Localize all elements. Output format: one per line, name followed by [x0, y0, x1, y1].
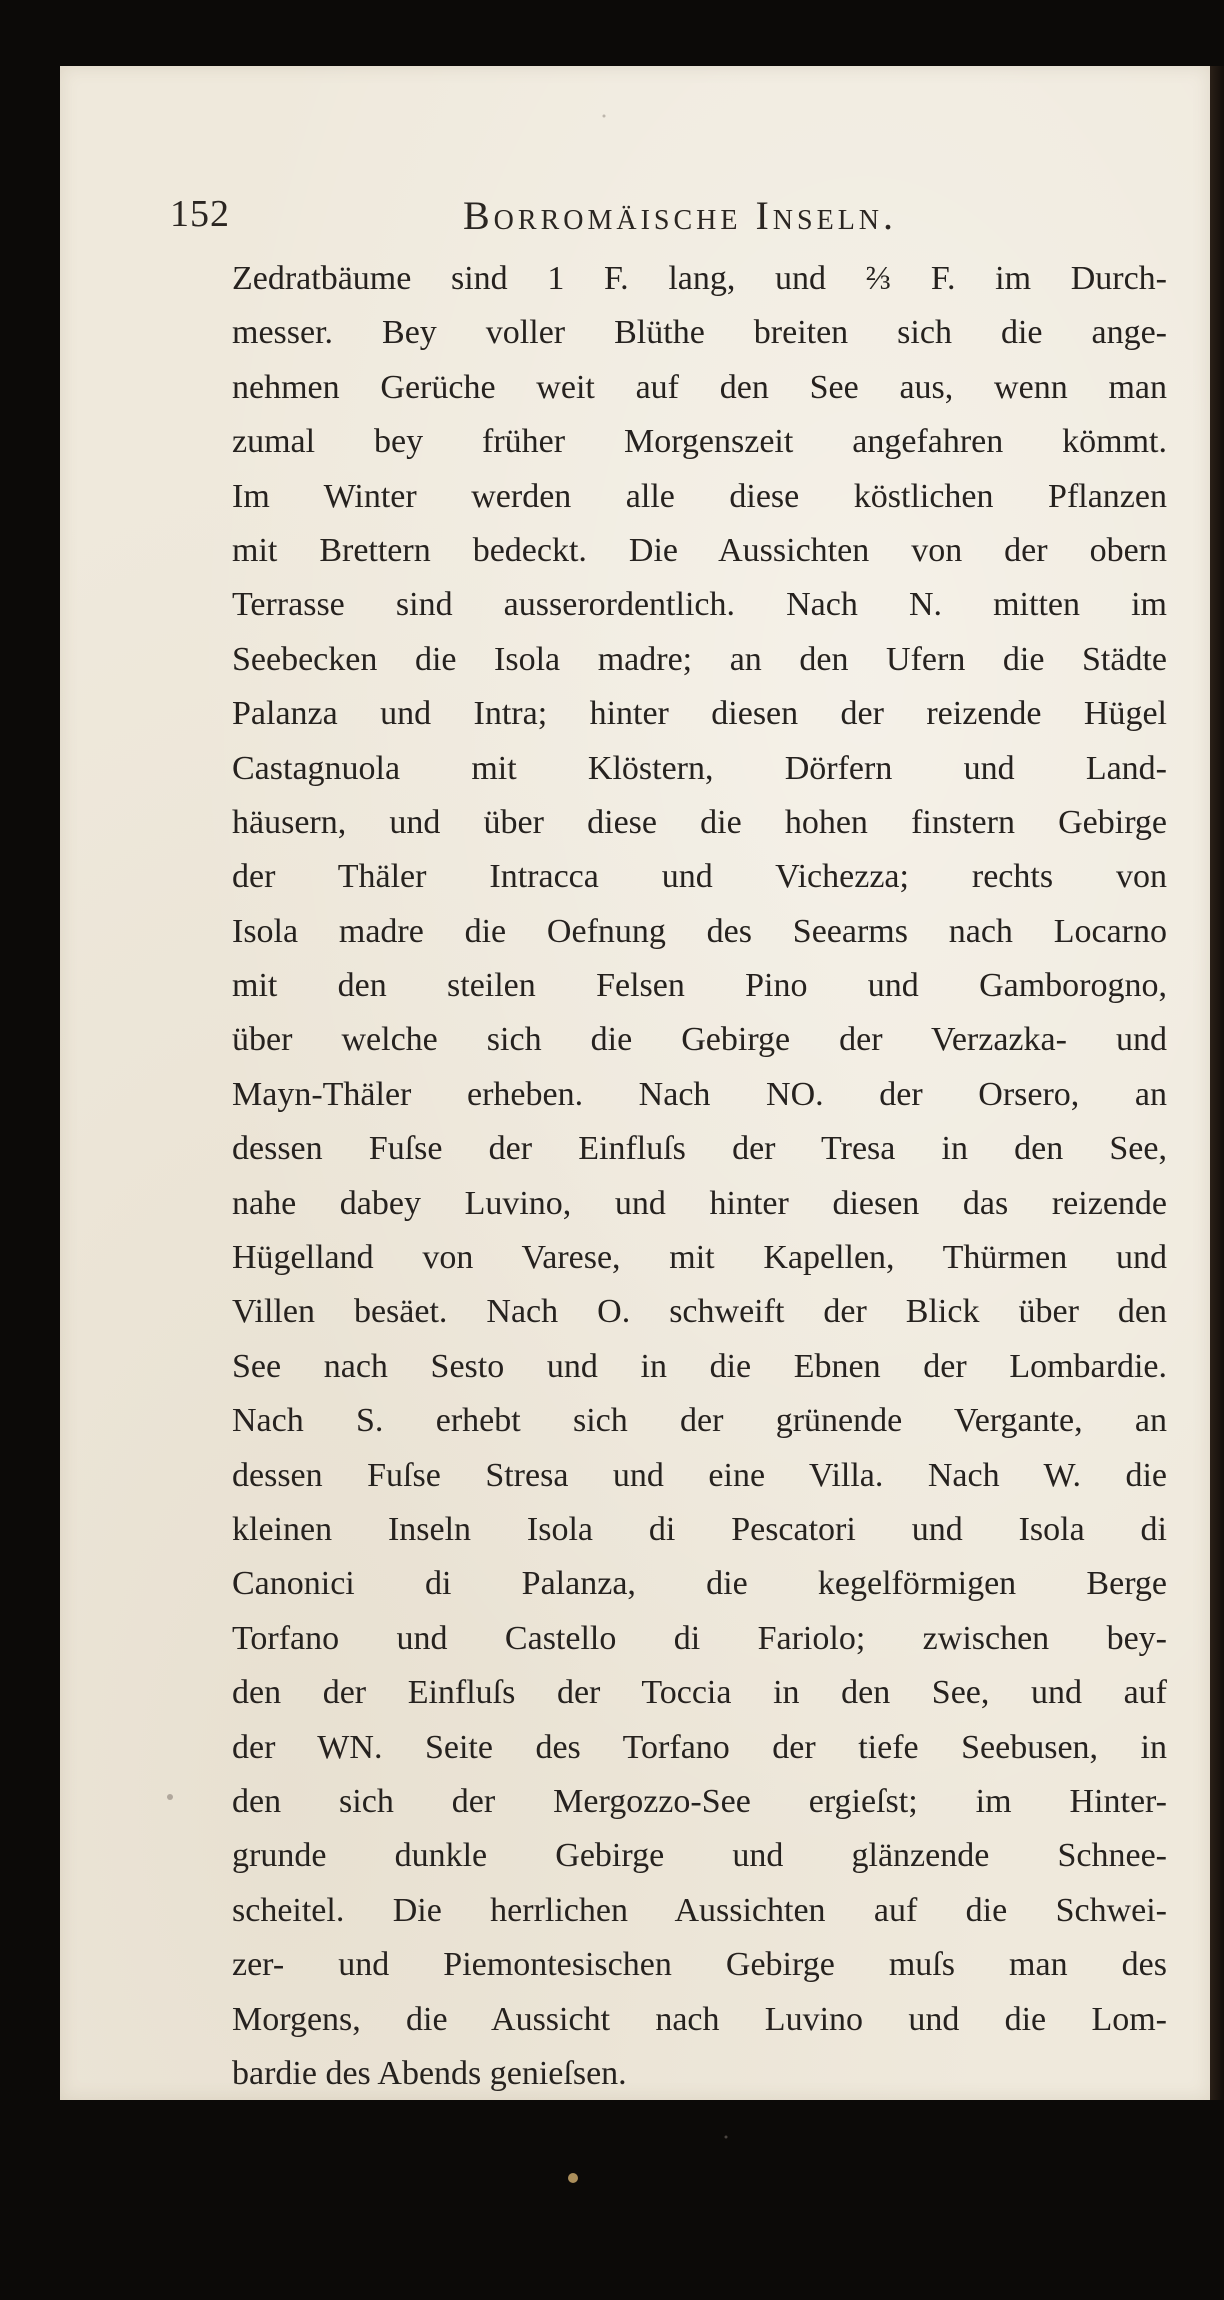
text-line: zer- und Piemontesischen Gebirge muſs man des: [232, 1946, 1167, 1984]
text-line: Morgens, die Aussicht nach Luvino und die Lom-: [232, 2000, 1167, 2038]
text-line: Castagnuola mit Klöstern, Dörfern und Land-: [232, 749, 1167, 787]
text-line: Canonici di Palanza, die kegelförmigen Berge: [232, 1565, 1167, 1603]
text-line: Im Winter werden alle diese köstlichen Pflanzen: [232, 477, 1167, 515]
text-line: Seebecken die Isola madre; an den Ufern die Städte: [232, 640, 1167, 678]
text-line: kleinen Inseln Isola di Pescatori und Isola di: [232, 1510, 1167, 1548]
text-line: scheitel. Die herrlichen Aussichten auf die Schwei-: [232, 1891, 1167, 1929]
text-line: Torfano und Castello di Fariolo; zwischen bey-: [232, 1619, 1167, 1657]
text-line: Hügelland von Varese, mit Kapellen, Thürmen und: [232, 1239, 1167, 1277]
text-line: Isola madre die Oefnung des Seearms nach Locarno: [232, 912, 1167, 950]
text-line: grunde dunkle Gebirge und glänzende Schnee-: [232, 1837, 1167, 1875]
text-line: Terrasse sind ausserordentlich. Nach N. mitten im: [232, 586, 1167, 624]
text-line: über welche sich die Gebirge der Verzazka- und: [232, 1021, 1167, 1059]
page-header: [170, 192, 1030, 252]
text-line: Nach S. erhebt sich der grünende Vergante, an: [232, 1402, 1167, 1440]
paper-speck: [568, 2173, 578, 2183]
page-number: 152: [170, 193, 230, 235]
text-line: messer. Bey voller Blüthe breiten sich die ange-: [232, 314, 1167, 352]
text-line: den sich der Mergozzo-See ergieſst; im Hinter-: [232, 1782, 1167, 1820]
text-line: Zedratbäume sind 1 F. lang, und ⅔ F. im Durch-: [232, 260, 1167, 297]
text-line: der WN. Seite des Torfano der tiefe Seebusen, in: [232, 1728, 1167, 1766]
text-line: häusern, und über diese die hohen finstern Gebirge: [232, 803, 1167, 841]
text-line: dessen Fuſse Stresa und eine Villa. Nach W. die: [232, 1456, 1167, 1494]
text-line: nahe dabey Luvino, und hinter diesen das reizende: [232, 1184, 1167, 1222]
paper-speck: [725, 2136, 728, 2139]
text-line: See nach Sesto und in die Ebnen der Lombardie.: [232, 1347, 1167, 1385]
text-line: mit den steilen Felsen Pino und Gamborogno,: [232, 967, 1167, 1005]
text-line: bardie des Abends genieſsen.: [232, 2054, 627, 2092]
running-title: Borromäische Inseln.: [463, 193, 898, 238]
text-line: Villen besäet. Nach O. schweift der Blick über den: [232, 1293, 1167, 1331]
body-text: [232, 252, 1167, 2101]
page-edge: [1210, 66, 1224, 2100]
text-line: Palanza und Intra; hinter diesen der reizende Hügel: [232, 695, 1167, 733]
text-line: zumal bey früher Morgenszeit angefahren kömmt.: [232, 423, 1167, 461]
text-line: Mayn-Thäler erheben. Nach NO. der Orsero, an: [232, 1075, 1167, 1113]
text-line: den der Einfluſs der Toccia in den See, und auf: [232, 1674, 1167, 1712]
text-line: der Thäler Intracca und Vichezza; rechts von: [232, 858, 1167, 896]
text-line: dessen Fuſse der Einfluſs der Tresa in den See,: [232, 1130, 1167, 1168]
text-line: mit Brettern bedeckt. Die Aussichten von der obern: [232, 531, 1167, 569]
text-line: nehmen Gerüche weit auf den See aus, wenn man: [232, 368, 1167, 406]
